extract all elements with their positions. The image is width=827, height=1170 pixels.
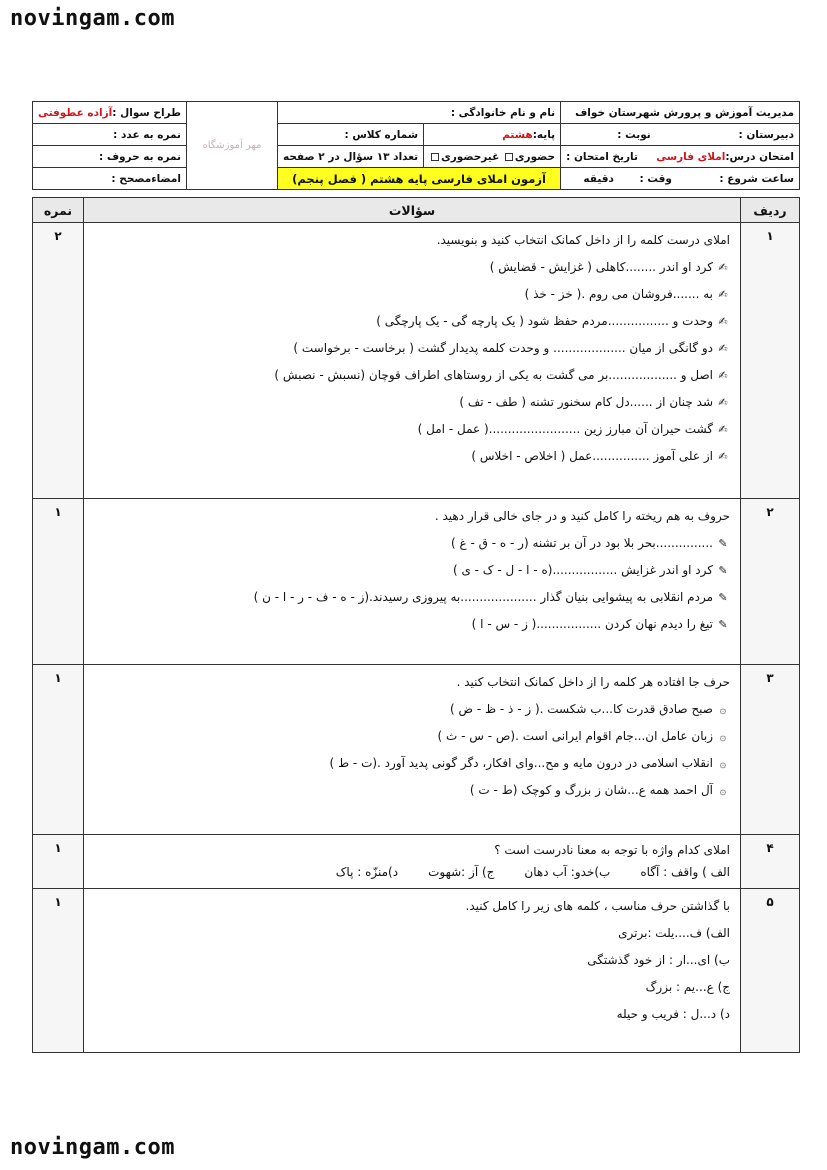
question-count-cell: تعداد ۱۳ سؤال در ۲ صفحه bbox=[277, 146, 423, 168]
list-item: ✍اصل و ..................بر می گشت به یکی از روستاهای اطراف قوچان (نسبش - نصبش ) bbox=[94, 362, 730, 389]
pencil-icon: ✎ bbox=[718, 591, 728, 604]
question-row-2 bbox=[33, 499, 800, 665]
questions-table bbox=[32, 197, 800, 1053]
presence-checkbox[interactable] bbox=[505, 153, 513, 161]
question-number: ۵ bbox=[741, 889, 800, 1053]
options bbox=[94, 861, 730, 883]
list-item: ✎کرد او اندر غزایش .................(ه - ا - ل - ک - ی ) bbox=[94, 557, 730, 584]
writing-hand-icon: ✍ bbox=[718, 450, 728, 463]
student-name-cell: نام و نام خانوادگی : bbox=[277, 102, 560, 124]
writing-hand-icon: ✍ bbox=[718, 342, 728, 355]
list-item: ب) ای...ار : از خود گذشتگی bbox=[587, 953, 730, 967]
list-item: ۞صبح صادق قدرت کا...ب شکست .( ز - ذ - ظ - ض ) bbox=[94, 696, 730, 723]
presence-cell: حضوری غیرحضوری bbox=[424, 146, 561, 168]
pencil-icon: ✎ bbox=[718, 618, 728, 631]
flower-icon: ۞ bbox=[719, 784, 727, 797]
question-score: ۱ bbox=[33, 665, 84, 835]
exam-name-cell: امتحان درس:املای فارسی تاریخ امتحان : bbox=[561, 146, 800, 168]
list-item: ✎تیغ را دیدم نهان کردن .................( ز - س - ا ) bbox=[94, 611, 730, 638]
flower-icon: ۞ bbox=[719, 757, 727, 770]
list-item: الف) ف....یلت :برتری bbox=[618, 926, 730, 940]
question-row-5 bbox=[33, 889, 800, 1053]
list-item: ✍دو گانگی از میان ................... و وحدت کلمه پدیدار گشت ( برخاست - برخواست ) bbox=[94, 335, 730, 362]
list-item: ۞آل احمد همه ع...شان ز بزرگ و کوچک (ط - ت ) bbox=[94, 777, 730, 804]
time-cell: ساعت شروع : وقت : دقیقه bbox=[561, 168, 800, 190]
writing-hand-icon: ✍ bbox=[718, 423, 728, 436]
question-row-1 bbox=[33, 223, 800, 499]
watermark-top: novingam.com bbox=[10, 6, 175, 31]
designer-cell: طراح سوال :آزاده عطوفتی bbox=[33, 102, 187, 124]
question-text: با گذاشتن حرف مناسب ، کلمه های زیر را کامل کنید. bbox=[465, 899, 730, 913]
question-row-3 bbox=[33, 665, 800, 835]
question-number: ۳ bbox=[741, 665, 800, 835]
question-text: حروف به هم ریخته را کامل کنید و در جای خالی قرار دهید . bbox=[434, 509, 730, 523]
list-item: ۞انقلاب اسلامی در درون مایه و مح...وای افکار، دگر گونی پدید آورد .(ت - ط ) bbox=[94, 750, 730, 777]
flower-icon: ۞ bbox=[719, 703, 727, 716]
option-a: الف ) واقف : آگاه bbox=[640, 865, 730, 879]
list-item: ✎مردم انقلابی به پیشوایی بنیان گذار ....................به پیروزی رسیدند.(ز - ه - ف - ر - ا - ن ) bbox=[94, 584, 730, 611]
org-cell: مدیریت آموزش و پرورش شهرستان خواف bbox=[561, 102, 800, 124]
question-score: ۱ bbox=[33, 889, 84, 1053]
row-header: ردیف bbox=[741, 198, 800, 223]
list-item: ج) ع...یم : بزرگ bbox=[645, 980, 730, 994]
question-content bbox=[84, 665, 741, 835]
list-item: ✍از علی آموز ...............عمل ( اخلاص - اخلاس ) bbox=[94, 443, 730, 470]
option-b: ب)خدو: آب دهان bbox=[524, 865, 611, 879]
score-number-cell: نمره به عدد : bbox=[33, 124, 187, 146]
question-row-4 bbox=[33, 835, 800, 889]
grade-cell: پایه:هشتم bbox=[424, 124, 561, 146]
question-content bbox=[84, 499, 741, 665]
exam-header bbox=[32, 101, 800, 190]
question-text: حرف جا افتاده هر کلمه را از داخل کمانک انتخاب کنید . bbox=[456, 675, 730, 689]
class-number-cell: شماره کلاس : bbox=[277, 124, 423, 146]
flower-icon: ۞ bbox=[719, 730, 727, 743]
pencil-icon: ✎ bbox=[718, 564, 728, 577]
question-number: ۲ bbox=[741, 499, 800, 665]
question-score: ۱ bbox=[33, 499, 84, 665]
list-item: ۞زبان عامل ان...جام اقوام ایرانی است .(ص - س - ث ) bbox=[94, 723, 730, 750]
questions-header: سؤالات bbox=[84, 198, 741, 223]
list-item: ✍کرد او اندر ........کاهلی ( غزایش - قضایش ) bbox=[94, 254, 730, 281]
writing-hand-icon: ✍ bbox=[718, 261, 728, 274]
option-d: د)منزّه : پاک bbox=[335, 865, 399, 879]
list-item: ✍وحدت و ................مردم حفظ شود ( یک پارچه گی - یک پارچگی ) bbox=[94, 308, 730, 335]
question-score: ۲ bbox=[33, 223, 84, 499]
list-item: ✍گشت حیران آن مبارز زین ........................( عمل - امل ) bbox=[94, 416, 730, 443]
question-text: املای درست کلمه را از داخل کمانک انتخاب کنید و بنویسید. bbox=[436, 233, 730, 247]
writing-hand-icon: ✍ bbox=[718, 288, 728, 301]
list-item: د) د...ل : فریب و حیله bbox=[616, 1007, 730, 1021]
question-number: ۴ bbox=[741, 835, 800, 889]
question-content bbox=[84, 223, 741, 499]
pencil-icon: ✎ bbox=[718, 537, 728, 550]
question-content bbox=[84, 835, 741, 889]
question-text: املای کدام واژه با توجه به معنا نادرست است ؟ bbox=[494, 843, 730, 857]
question-number: ۱ bbox=[741, 223, 800, 499]
writing-hand-icon: ✍ bbox=[718, 396, 728, 409]
school-cell: دبیرستان : نوبت : bbox=[561, 124, 800, 146]
writing-hand-icon: ✍ bbox=[718, 315, 728, 328]
score-header: نمره bbox=[33, 198, 84, 223]
corrector-cell: امضاءمصحح : bbox=[33, 168, 187, 190]
question-content bbox=[84, 889, 741, 1053]
list-item: ✍شد چنان از ......دل کام سخنور تشنه ( طف - تف ) bbox=[94, 389, 730, 416]
school-stamp: مهر آموزشگاه bbox=[186, 102, 277, 190]
question-score: ۱ bbox=[33, 835, 84, 889]
score-word-cell: نمره به حروف : bbox=[33, 146, 187, 168]
list-item: ✎...............بحر بلا بود در آن بر تشنه (ر - ه - ق - غ ) bbox=[94, 530, 730, 557]
writing-hand-icon: ✍ bbox=[718, 369, 728, 382]
list-item: ✍به .......فروشان می روم .( خز - خذ ) bbox=[94, 281, 730, 308]
watermark-bottom: novingam.com bbox=[10, 1135, 175, 1160]
exam-title: آزمون املای فارسی پایه هشتم ( فصل پنجم) bbox=[277, 168, 560, 190]
option-c: ج) آز :شهوت bbox=[428, 865, 495, 879]
non-presence-checkbox[interactable] bbox=[431, 153, 439, 161]
